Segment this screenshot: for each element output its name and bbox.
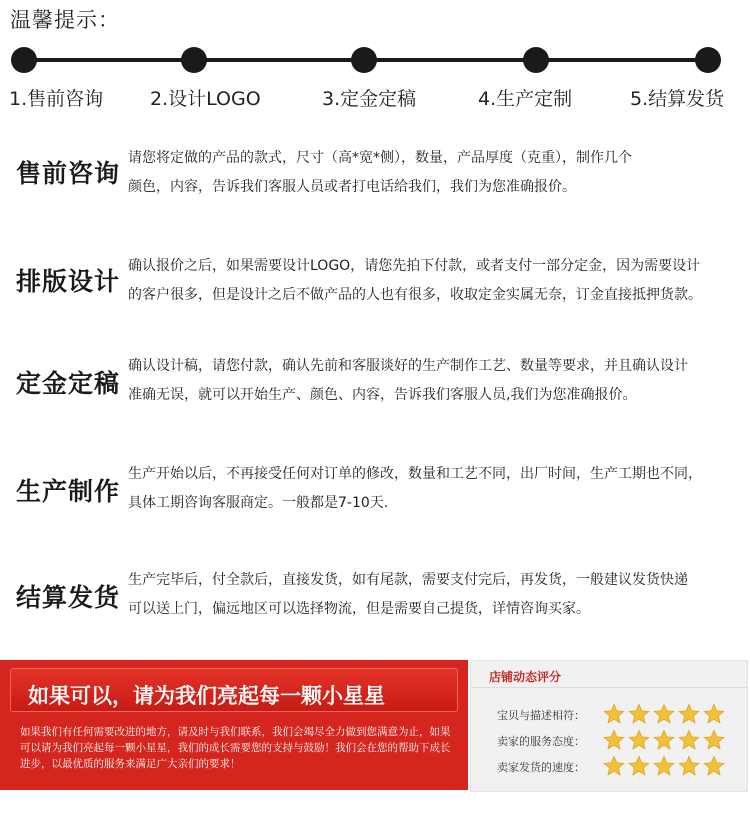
star-icon (628, 703, 650, 725)
desc-line: 的客户很多，但是设计之后不做产品的人也有很多，收取定金实属无奈，订金直接抵押货款。 (128, 287, 702, 303)
star-icon (628, 755, 650, 777)
star-icon (653, 729, 675, 751)
desc-line: 可以送上门，偏远地区可以选择物流，但是需要自己提货，详情咨询买家。 (128, 601, 590, 617)
section-description (128, 252, 728, 310)
timeline-node-1 (11, 47, 37, 73)
process-timeline (0, 40, 750, 120)
timeline-node-4 (523, 47, 549, 73)
timeline-step-label: 5.结算发货 (630, 88, 725, 110)
rating-row-shipping (471, 755, 747, 779)
star-rating (603, 729, 728, 751)
desc-line: 准确无误，就可以开始生产、颜色、内容，告诉我们客服人员,我们为您准确报价。 (128, 387, 637, 403)
timeline-step-label: 4.生产定制 (478, 88, 573, 110)
star-icon (628, 729, 650, 751)
desc-line: 生产完毕后，付全款后，直接发货，如有尾款，需要支付完后，再发货，一般建议发货快递 (128, 572, 688, 588)
footer (0, 660, 750, 800)
star-icon (653, 703, 675, 725)
section-heading: 排版设计 (16, 267, 121, 296)
rating-row-description (471, 703, 747, 727)
desc-line: 生产开始以后，不再接受任何对订单的修改，数量和工艺不同，出厂时间，生产工期也不同， (128, 466, 702, 482)
rating-row-service (471, 729, 747, 753)
slogan-box (10, 668, 458, 712)
desc-line: 确认设计稿，请您付款，确认先前和客服谈好的生产制作工艺、数量等要求，并且确认设计 (128, 358, 688, 374)
star-icon (603, 703, 625, 725)
rating-label: 宝贝与描述相符： (497, 709, 585, 722)
star-icon (703, 703, 725, 725)
star-rating (603, 703, 728, 725)
star-icon (703, 729, 725, 751)
star-icon (603, 755, 625, 777)
star-icon (703, 755, 725, 777)
desc-line: 请您将定做的产品的款式，尺寸（高*宽*侧），数量，产品厚度（克重），制作几个 (128, 150, 632, 166)
shop-rating-panel (470, 660, 748, 792)
section-description (128, 144, 728, 202)
timeline-graphic (0, 40, 750, 84)
desc-line: 具体工期咨询客服商定。一般都是7-10天. (128, 495, 389, 511)
desc-line: 确认报价之后，如果需要设计LOGO，请您先拍下付款，或者支付一部分定金，因为需要设计 (128, 258, 701, 274)
section-heading: 生产制作 (16, 477, 121, 506)
section-heading: 售前咨询 (16, 159, 121, 188)
timeline-step-label: 2.设计LOGO (150, 88, 261, 110)
section-description (128, 352, 728, 410)
section-description (128, 566, 728, 624)
rating-label: 卖家发货的速度： (497, 761, 585, 774)
rating-request-banner (0, 660, 468, 790)
section-heading: 结算发货 (16, 583, 121, 612)
star-icon (653, 755, 675, 777)
rating-label: 卖家的服务态度： (497, 735, 585, 748)
timeline-step-label: 1.售前咨询 (9, 88, 104, 110)
timeline-step-label: 3.定金定稿 (322, 88, 417, 110)
section-heading: 定金定稿 (16, 369, 121, 398)
section-description (128, 460, 728, 518)
timeline-node-2 (181, 47, 207, 73)
tip-title: 温馨提示： (10, 8, 120, 32)
slogan: 如果可以，请为我们亮起每一颗小星星 (28, 683, 385, 708)
star-rating (603, 755, 728, 777)
star-icon (678, 755, 700, 777)
timeline-node-5 (695, 47, 721, 73)
star-icon (678, 703, 700, 725)
panel-title: 店铺动态评分 (489, 670, 562, 684)
panel-divider (471, 687, 747, 688)
timeline-node-3 (351, 47, 377, 73)
banner-message: 如果我们有任何需要改进的地方，请及时与我们联系，我们会竭尽全力做到您满意为止，如果可以请为我们亮起每一颗小星星，我们的成长需要您的支持与鼓励！我们会在您的帮助下成长进步，以最优质的服务来满足广大亲们的要求！ (20, 726, 451, 770)
star-icon (603, 729, 625, 751)
desc-line: 颜色，内容，告诉我们客服人员或者打电话给我们，我们为您准确报价。 (128, 179, 576, 195)
star-icon (678, 729, 700, 751)
